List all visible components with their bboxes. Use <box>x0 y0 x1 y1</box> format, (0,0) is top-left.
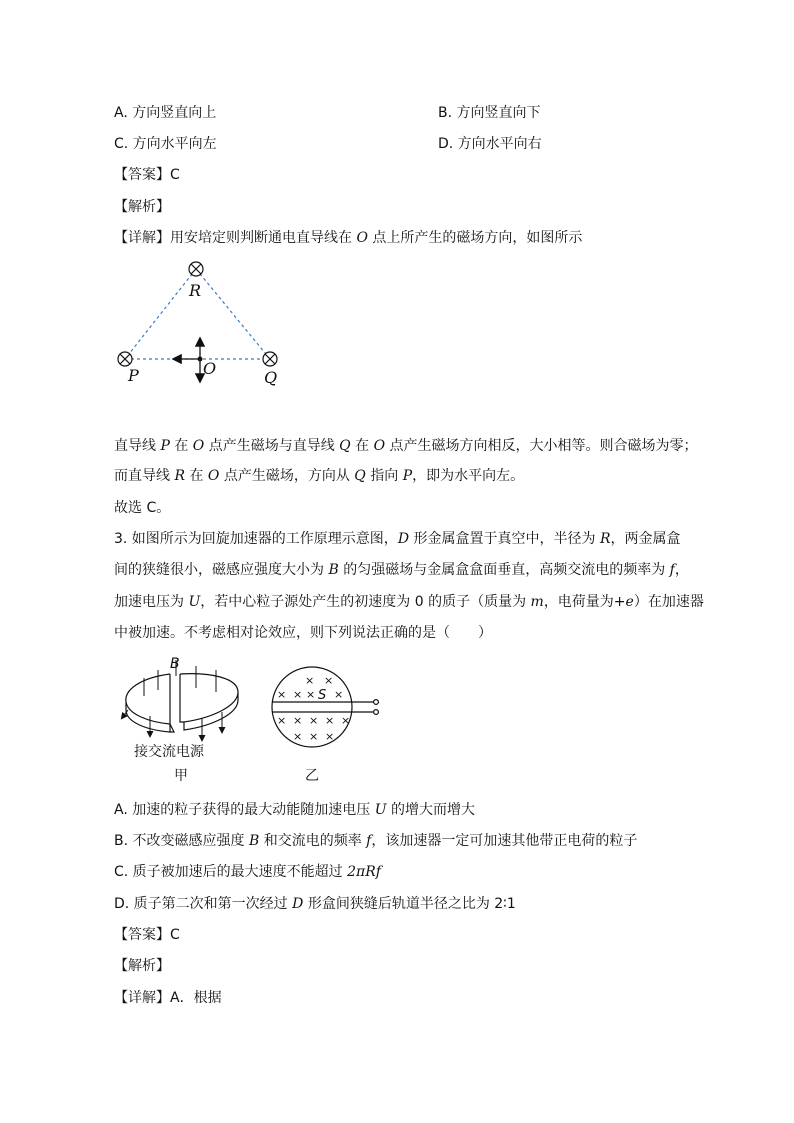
caption-jia: 甲 <box>174 768 188 784</box>
svg-text:×: × <box>325 714 335 727</box>
q2-analysis-title: 【解析】 <box>114 199 170 215</box>
q3-option-a: A. 加速的粒子获得的最大动能随加速电压 U 的增大而增大 <box>114 802 475 818</box>
q3-stem-line2: 间的狭缝很小，磁感应强度大小为 B 的匀强磁场与金属盒盒面垂直，高频交流电的频率为 f， <box>114 562 689 578</box>
svg-text:×: × <box>341 714 351 727</box>
q2-option-c: C. 方向水平向左 <box>114 136 217 152</box>
q2-option-a: A. 方向竖直向上 <box>114 105 217 121</box>
caption-yi: 乙 <box>305 768 319 784</box>
q3-analysis-title: 【解析】 <box>114 958 170 974</box>
label-o: O <box>203 359 217 378</box>
svg-text:×: × <box>309 714 319 727</box>
q3-detail: 【详解】A．根据 <box>114 990 222 1006</box>
q2-detail: 【详解】用安培定则判断通电直导线在 O 点上所产生的磁场方向，如图所示 <box>114 230 583 246</box>
q3-option-c: C. 质子被加速后的最大速度不能超过 2πRf <box>114 864 381 880</box>
svg-text:×: × <box>293 730 303 743</box>
d-box-perspective <box>126 674 238 732</box>
wire-q-icon <box>263 352 277 366</box>
q2-explain-line1: 直导线 P 在 O 点产生磁场与直导线 Q 在 O 点产生磁场方向相反，大小相等。则合磁场为零； <box>114 438 698 454</box>
q3-stem-line1: 3. 如图所示为回旋加速器的工作原理示意图，D 形金属盒置于真空中，半径为 R，两金属盒 <box>114 531 681 547</box>
q3-option-d: D. 质子第二次和第一次经过 D 形盒间狭缝后轨道半径之比为 2∶1 <box>114 896 516 912</box>
wire-r-icon <box>189 262 203 276</box>
q2-conclusion: 故选 C。 <box>114 500 171 516</box>
q2-option-b: B. 方向竖直向下 <box>438 105 541 121</box>
svg-text:×: × <box>293 688 303 701</box>
q2-answer: 【答案】C <box>114 167 180 183</box>
wire-p-icon <box>118 352 132 366</box>
q3-option-b: B. 不改变磁感应强度 B 和交流电的频率 f，该加速器一定可加速其他带正电荷的粒子 <box>114 833 638 849</box>
cyclotron-figure <box>112 652 392 787</box>
svg-text:×: × <box>324 674 334 687</box>
q3-stem-line4: 中被加速。不考虑相对论效应，则下列说法正确的是（ ） <box>114 625 492 641</box>
q3-stem-line3: 加速电压为 U，若中心粒子源处产生的初速度为 0 的质子（质量为 m，电荷量为+e）在加速器 <box>114 594 704 610</box>
q3-answer: 【答案】C <box>114 927 180 943</box>
triangle-wire-figure <box>110 255 290 395</box>
label-r: R <box>189 281 202 300</box>
label-s: S <box>318 688 327 703</box>
q2-option-d: D. 方向水平向右 <box>438 136 542 152</box>
svg-text:×: × <box>305 674 315 687</box>
svg-text:×: × <box>277 714 287 727</box>
q2-explain-line2: 而直导线 R 在 O 点产生磁场，方向从 Q 指向 P，即为水平向左。 <box>114 468 525 484</box>
label-q: Q <box>264 368 278 387</box>
svg-text:×: × <box>325 730 335 743</box>
svg-text:×: × <box>334 688 344 701</box>
svg-text:×: × <box>293 714 303 727</box>
label-p: P <box>128 366 139 385</box>
caption-ac-source: 接交流电源 <box>134 744 204 760</box>
svg-text:×: × <box>306 688 316 701</box>
field-crosses-top <box>277 674 343 701</box>
svg-text:×: × <box>277 688 287 701</box>
label-b: B <box>170 656 180 672</box>
svg-text:×: × <box>309 730 319 743</box>
field-arrows <box>174 339 202 381</box>
